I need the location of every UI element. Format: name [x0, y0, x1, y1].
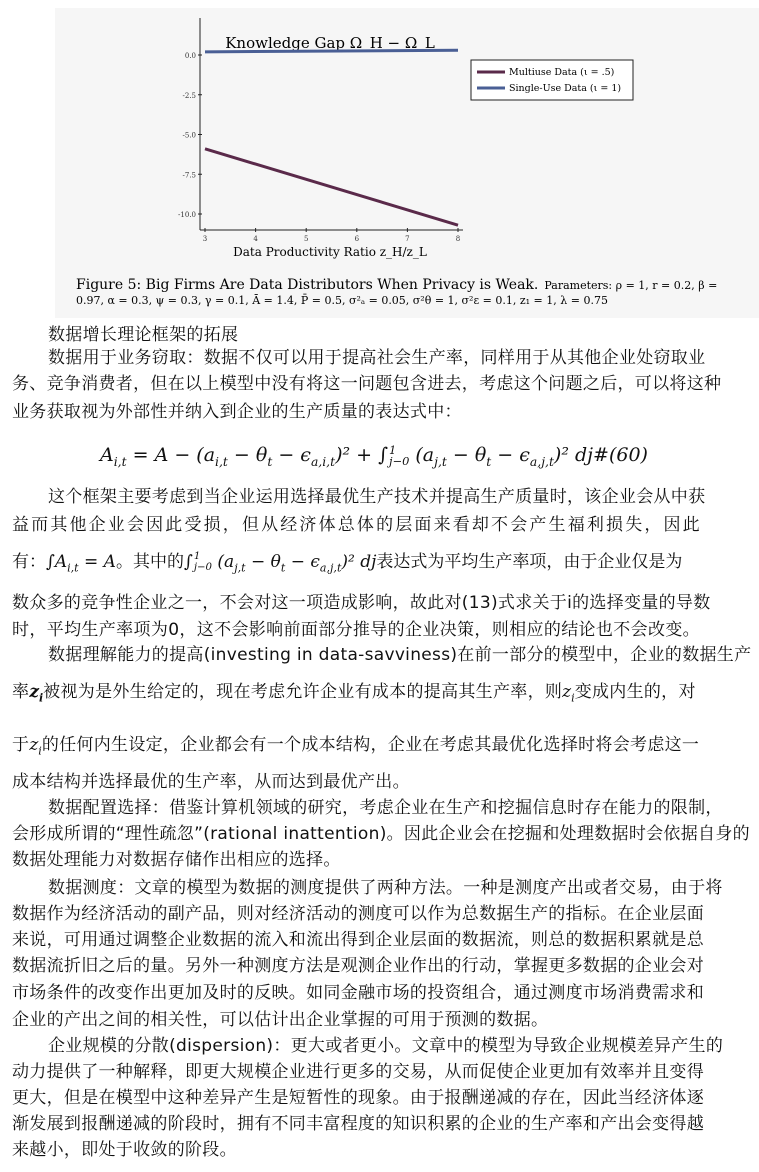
paragraph-line-math [12, 550, 700, 580]
chart-legend [471, 60, 633, 100]
figure-caption [76, 277, 717, 293]
x-tick-label: 8 [455, 235, 461, 243]
figure-5-chart [0, 0, 759, 320]
paragraph-line: 数众多的竞争性企业之一，不会对这一项造成影响，故此对(13)式求关于i的选择变量的导数 [12, 593, 711, 613]
y-tick-label: 0.0 [184, 52, 196, 60]
paragraph-line: 会形成所谓的“理性疏忽”(rational inattention)。因此企业会在挖掘和处理数据时会依据自身的 [12, 824, 750, 844]
paragraph-line: 益而其他企业会因此受损，但从经济体总体的层面来看却不会产生福利损失，因此 [12, 515, 700, 535]
x-tick-label: 6 [354, 235, 360, 243]
math-average-productivity: ∫ j−0 1 $(a_{j,t} - \theta_t - \epsilon_{a,j,t})^2$ dj [183, 551, 377, 575]
text-segment: 变成内生的，对 [574, 682, 696, 702]
paragraph-line: 数据测度：文章的模型为数据的测度提供了两种方法。一种是测度产出或者交易，由于将 [48, 878, 723, 898]
x-tick-label: 7 [405, 235, 410, 243]
chart-title: Knowledge Gap Ω_H − Ω_L [225, 34, 435, 52]
text-segment: 被视为是外生给定的，现在考虑允许企业有成本的提高其生产率，则 [43, 682, 563, 702]
math-zi: $z_i$ [29, 682, 44, 705]
y-tick-label: -7.5 [182, 171, 196, 180]
math-integral-a: $\int A_{i,t} = A$ [46, 552, 116, 575]
y-tick-label: -5.0 [182, 131, 196, 140]
paragraph-line: 时，平均生产率项为0，这不会影响前面部分推导的企业决策，则相应的结论也不会改变。 [12, 620, 700, 640]
legend-label-multiuse: Multiuse Data (ι = .5) [509, 67, 615, 78]
x-tick-label: 5 [303, 235, 309, 243]
paragraph-line: 更大，但是在模型中这种差异产生是短暂性的现象。由于报酬递减的存在，因此当经济体逐 [12, 1088, 704, 1108]
legend-box [471, 60, 633, 100]
caption-params-1: Parameters: ρ = 1, r = 0.2, β = [544, 279, 718, 292]
math-zi: $z_i$ [562, 682, 575, 705]
paragraph-line: 数据用于业务窃取：数据不仅可以用于提高社会生产率，同样用于从其他企业处窃取业 [48, 348, 706, 368]
paragraph-line: 数据作为经济活动的副产品，则对经济活动的测度可以作为总数据生产的指标。在企业层面 [12, 904, 704, 924]
text-segment: 。其中的 [115, 552, 184, 572]
paragraph-line: 企业规模的分散(dispersion)：更大或者更小。文章中的模型为导致企业规模差异产生的 [48, 1036, 724, 1056]
x-axis-label: Data Productivity Ratio z_H/z_L [233, 245, 427, 259]
caption-title: Figure 5: Big Firms Are Data Distributors When Privacy is Weak. [76, 277, 539, 293]
paragraph-line: 渐发展到报酬递减的阶段时，拥有不同丰富程度的知识积累的企业的生产率和产出会变得越 [12, 1114, 704, 1134]
math-zi: $z_i$ [29, 735, 42, 758]
figure-background [55, 8, 759, 318]
paragraph-line: 数据流折旧之后的量。另外一种测度方法是观测企业作出的行动，掌握更多数据的企业会对 [12, 956, 704, 976]
paragraph-line: 来说，可用通过调整企业数据的流入和流出得到企业层面的数据流，则总的数据积累就是总 [12, 930, 704, 950]
legend-label-single-use: Single-Use Data (ι = 1) [509, 83, 622, 94]
section-heading: 数据增长理论框架的拓展 [48, 325, 239, 345]
paragraph-line: 数据配置选择：借鉴计算机领域的研究，考虑企业在生产和挖掘信息时存在能力的限制， [48, 798, 723, 818]
paragraph-line: 动力提供了一种解释，即更大规模企业进行更多的交易，从而促使企业更加有效率并且变得 [12, 1062, 704, 1082]
y-tick-label: -10.0 [178, 211, 196, 219]
paragraph-line: 这个框架主要考虑到当企业运用选择最优生产技术并提高生产质量时，该企业会从中获 [48, 487, 706, 507]
series-line-single-use [205, 50, 458, 52]
x-tick-label: 4 [253, 235, 258, 243]
paragraph-line: 数据理解能力的提高(investing in data-savviness)在前一部分的模型中，企业的数据生产 [48, 645, 752, 665]
text-segment: 的任何内生设定，企业都会有一个成本结构，企业在考虑其最优化选择时将会考虑这一 [41, 735, 700, 755]
paragraph-line-math [12, 680, 700, 710]
paragraph-line: 业务获取视为外部性并纳入到企业的生产质量的表达式中： [12, 402, 462, 422]
paragraph-line: 来越小，即处于收敛的阶段。 [12, 1140, 237, 1160]
paragraph-line: 成本结构并选择最优的生产率，从而达到最优产出。 [12, 772, 410, 792]
text-segment: 表达式为平均生产率项，由于企业仅是为 [376, 552, 683, 572]
paragraph-line-math [12, 733, 700, 763]
caption-params-2: 0.97, α = 0.3, ψ = 0.3, γ = 0.1, Ā = 1.4, P̄ = 0.5, σ²ₐ = 0.05, σ²θ = 1, σ²ε = 0.1, z₁ = 1, λ = 0.75 [76, 294, 608, 307]
paragraph-line: 市场条件的改变作出更加及时的反映。如同金融市场的投资组合，通过测度市场消费需求和 [12, 983, 704, 1003]
paragraph-line: 数据处理能力对数据存储作出相应的选择。 [12, 850, 341, 870]
x-tick-label: 3 [202, 235, 208, 243]
paragraph-line: 务、竞争消费者，但在以上模型中没有将这一问题包含进去，考虑这个问题之后，可以将这种 [12, 374, 722, 394]
y-tick-label: -2.5 [182, 91, 196, 100]
text-segment: 有： [12, 552, 46, 572]
text-segment: 于 [12, 735, 30, 755]
equation-60: $A_{i,t} = A - (a_{i,t} - \theta_t - \epsilon_{a,i,t})^2$ + ∫ j−0 1 $(a_{j,t} - \theta_t - \epsilon_{a,j,t})^2$ dj#(60) [100, 442, 648, 469]
paragraph-line: 企业的产出之间的相关性，可以估计出企业掌握的可用于预测的数据。 [12, 1010, 549, 1030]
text-segment: 率 [12, 682, 30, 702]
